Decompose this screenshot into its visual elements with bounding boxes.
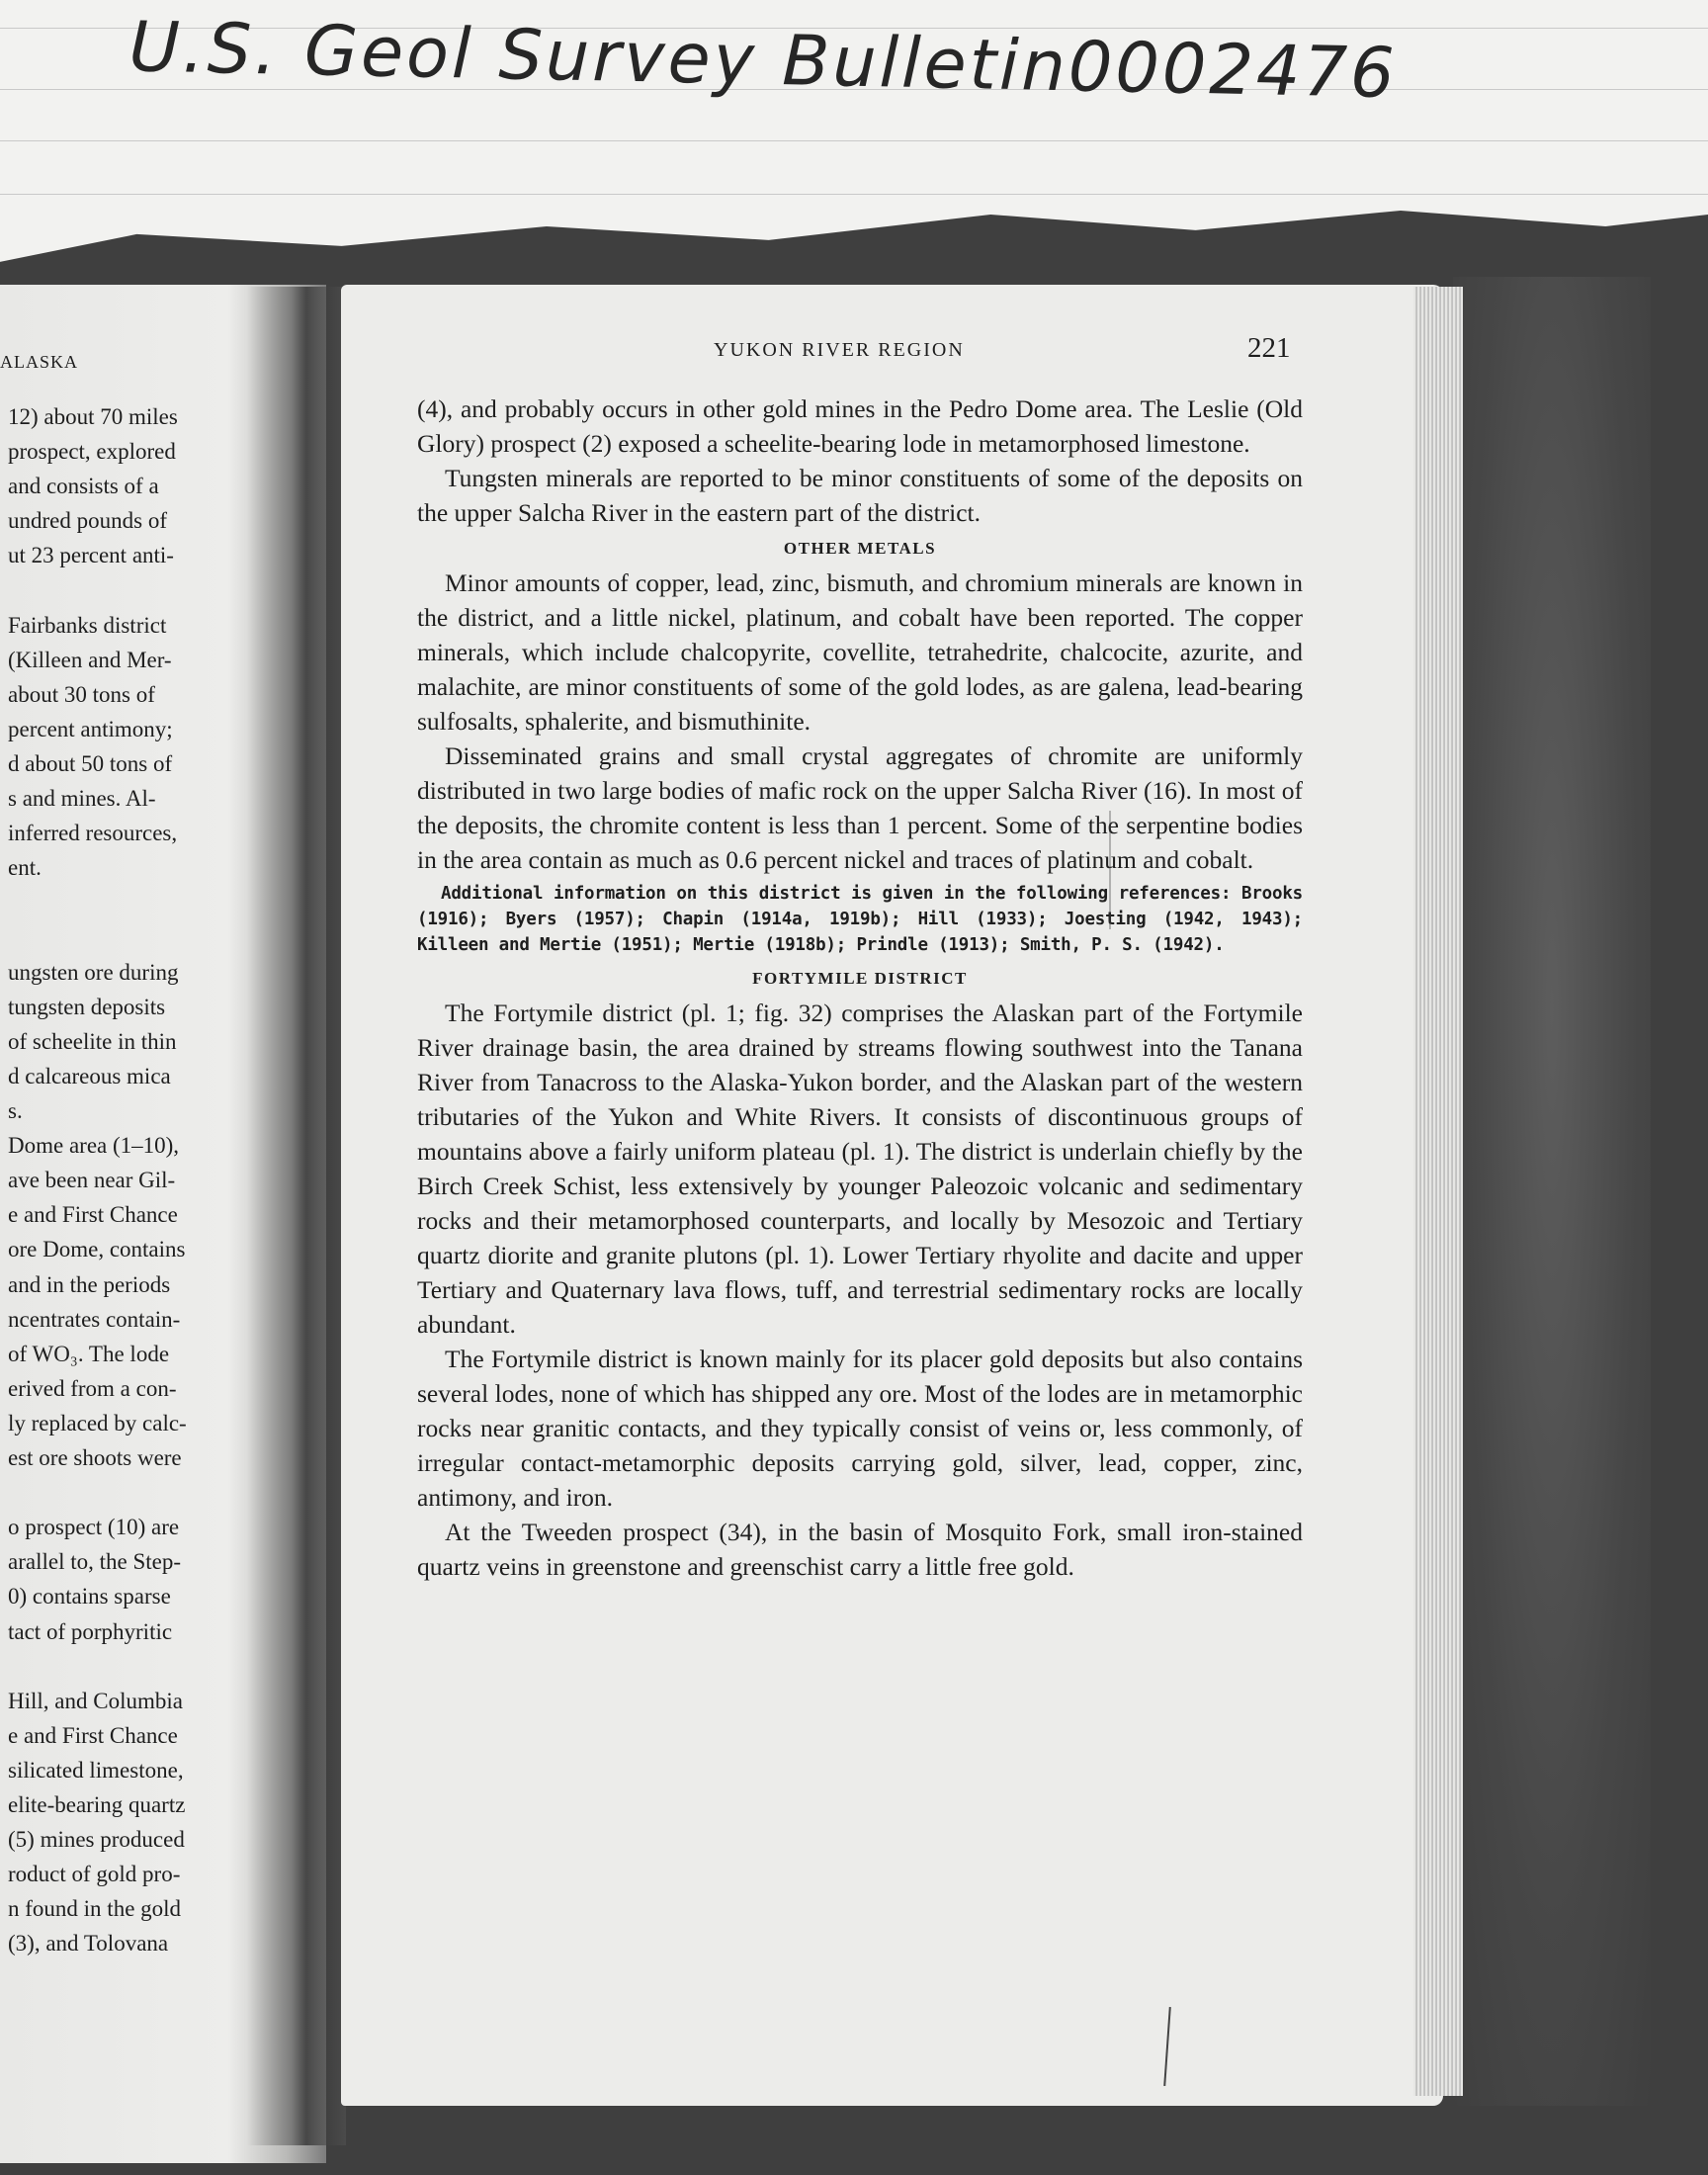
left-page-line: ungsten ore during (8, 959, 179, 985)
left-page-line: tact of porphyritic (8, 1618, 173, 1644)
left-page-line: inferred resources, (8, 821, 178, 846)
left-page-line: s. (8, 1098, 23, 1123)
paragraph: At the Tweeden prospect (34), in the basin of Mosquito Fork, small iron-stained quartz veins in greenstone and greenschist carry a little free gold. (417, 1518, 1303, 1581)
left-page-line: ave been near Gil- (8, 1168, 176, 1193)
left-page-line: elite-bearing quartz (8, 1792, 186, 1817)
pencil-mark (1109, 811, 1111, 929)
left-page-line: about 30 tons of (8, 681, 155, 707)
sheet-rule (0, 194, 1708, 195)
scan-background-shade (1453, 277, 1651, 2106)
left-page-line: s and mines. Al- (8, 786, 156, 812)
left-page-line: (3), and Tolovana (8, 1931, 169, 1957)
page-number: 221 (1247, 332, 1291, 364)
paragraph: The Fortymile district (pl. 1; fig. 32) comprises the Alaskan part of the Fortymile River drainage basin, the area drained by streams flowing southwest into the Tanana River from Tanacross to the Alaska-Yukon border, and the Alaskan part of the western tributaries of the Yukon and White Rivers. It consists of discontinuous groups of mountains above a fairly uniform plateau (pl. 1). The district is underlain chiefly by the Birch Creek Schist, less extensively by younger Paleozoic volcanic and sedimentary rocks and their metamorphosed counterparts, and locally by Mesozoic and Tertiary quartz diorite and granite plutons (pl. 1). Lower Tertiary rhyolite and dacite and upper Tertiary and Quaternary lava flows, tuff, and terrestrial sedimentary rocks are locally abundant. (417, 999, 1303, 1339)
left-running-head: ALASKA (0, 352, 79, 372)
left-page-line: Dome area (1–10), (8, 1133, 180, 1159)
section-heading-fortymile: FORTYMILE DISTRICT (752, 969, 968, 988)
page-edges (1413, 287, 1463, 2096)
left-page-line: and in the periods (8, 1271, 171, 1297)
left-page-line: Fairbanks district (8, 612, 167, 638)
left-page-line: silicated limestone, (8, 1757, 184, 1783)
left-page-line: (Killeen and Mer- (8, 647, 172, 672)
left-page-line: e and First Chance (8, 1722, 178, 1748)
left-page-line: of WO₃. The lode (8, 1341, 170, 1366)
left-page-line: 0) contains sparse (8, 1584, 171, 1610)
section-heading-other-metals: OTHER METALS (783, 539, 937, 558)
references-note: Additional information on this district is given in the following references: Brooks (1916); Byers (1957); Chapin (1914a, 1919b); Hill (1933); Joesting (1942, 1943); Killeen and Mertie (1951); Mertie (1918b); Prindle (1913); Smith, P. S. (1942). (417, 884, 1303, 955)
paragraph: Disseminated grains and small crystal aggregates of chromite are uniformly distributed in two large bodies of mafic rock on the upper Salcha River (16). In most of the deposits, the chromite content is less than 1 percent. Some of the serpentine bodies in the area contain as much as 0.6 percent nickel and traces of platinum and cobalt. (417, 741, 1303, 874)
left-page-line: arallel to, the Step- (8, 1549, 181, 1575)
page-body (417, 392, 1303, 1584)
paragraph: Tungsten minerals are reported to be minor constituents of some of the deposits on the upper Salcha River in the eastern part of the district. (417, 464, 1303, 527)
handwritten-label: U.S. Geol Survey Bulletin0002476 (128, 6, 1399, 115)
left-page-line: ncentrates contain- (8, 1306, 181, 1332)
left-page-line: n found in the gold (8, 1896, 182, 1922)
left-page-line: of scheelite in thin (8, 1028, 177, 1054)
left-page-line: prospect, explored (8, 439, 176, 465)
left-page-line: d about 50 tons of (8, 751, 173, 776)
left-page-line: tungsten deposits (8, 994, 166, 1019)
left-page-line: percent antimony; (8, 716, 173, 741)
paragraph: The Fortymile district is known mainly for its placer gold deposits but also contains several lodes, none of which has shipped any ore. Most of the lodes are in metamorphic rocks near granitic contacts, and they typically consist of veins or, less commonly, of irregular contact-metamorphic deposits carrying gold, silver, lead, copper, zinc, antimony, and iron. (417, 1345, 1303, 1512)
left-page-line: Hill, and Columbia (8, 1688, 183, 1713)
left-page-line: erived from a con- (8, 1375, 177, 1401)
left-page-line: ent. (8, 855, 42, 881)
paragraph: (4), and probably occurs in other gold mines in the Pedro Dome area. The Leslie (Old Glory) prospect (2) exposed a scheelite-bearing lode in metamorphosed limestone. (417, 394, 1303, 458)
left-page-line: undred pounds of (8, 508, 167, 534)
left-page-line: est ore shoots were (8, 1445, 182, 1470)
left-page-line: ut 23 percent anti- (8, 543, 174, 568)
left-page-line: 12) about 70 miles (8, 404, 178, 429)
book-gutter (247, 287, 346, 2145)
left-page-line: (5) mines produced (8, 1827, 185, 1853)
left-page-line: ore Dome, contains (8, 1237, 186, 1262)
left-page-line: ly replaced by calc- (8, 1410, 187, 1436)
left-page-line: roduct of gold pro- (8, 1862, 181, 1887)
left-page-line: e and First Chance (8, 1202, 178, 1228)
left-page-line: d calcareous mica (8, 1063, 171, 1088)
running-head: YUKON RIVER REGION (714, 339, 965, 361)
left-page-line: o prospect (10) are (8, 1515, 180, 1540)
left-page-line: and consists of a (8, 474, 159, 499)
paragraph: Minor amounts of copper, lead, zinc, bismuth, and chromium minerals are known in the district, and a little nickel, platinum, and cobalt have been reported. The copper minerals, which include chalcopyrite, covellite, tetrahedrite, chalcocite, azurite, and malachite, are minor constituents of some of the gold lodes, as are galena, lead-bearing sulfosalts, sphalerite, and bismuthinite. (417, 568, 1303, 736)
